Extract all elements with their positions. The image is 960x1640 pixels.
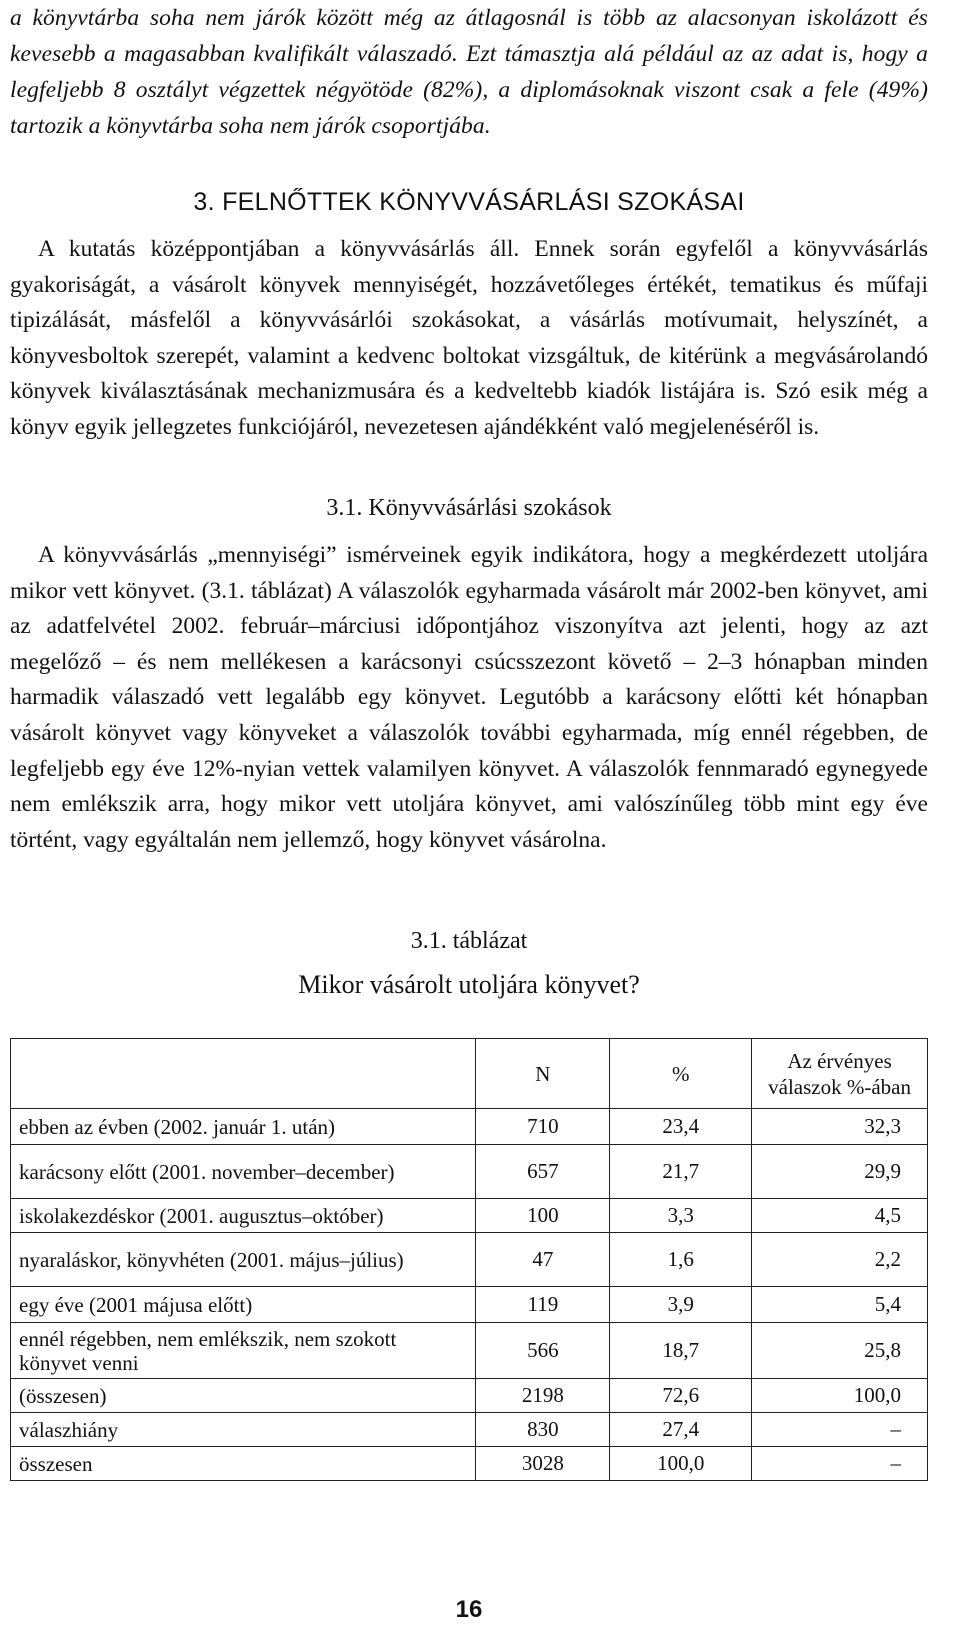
row-label-cell: nyaraláskor, könyvhéten (2001. május–július): [11, 1233, 476, 1287]
table-row: [11, 1323, 928, 1379]
row-n-cell: 47: [476, 1233, 610, 1287]
row-n-cell: 657: [476, 1145, 610, 1199]
row-valid-pct-cell: 2,2: [752, 1233, 928, 1287]
row-label-cell: iskolakezdéskor (2001. augusztus–október): [11, 1199, 476, 1233]
row-pct-cell: 100,0: [610, 1447, 752, 1481]
table-title: Mikor vásárolt utoljára könyvet?: [298, 970, 640, 999]
table-row: [11, 1287, 928, 1323]
row-label-cell: válaszhiány: [11, 1413, 476, 1447]
section-heading: 3. FELNŐTTEK KÖNYVVÁSÁRLÁSI SZOKÁSAI: [193, 188, 745, 216]
table-header-row: [11, 1039, 928, 1109]
row-pct-cell: 23,4: [610, 1109, 752, 1145]
header-valid-pct-line1: Az érvényes: [787, 1048, 892, 1073]
row-pct-cell: 1,6: [610, 1233, 752, 1287]
row-n-cell: 2198: [476, 1379, 610, 1413]
row-label-cell: (összesen): [11, 1379, 476, 1413]
table-row: [11, 1413, 928, 1447]
section-paragraph: A kutatás középpontjában a könyvvásárlás áll. Ennek során egyfelől a könyvvásárlás gyakoriságát, a vásárolt könyvek mennyiségét, hozzávetőleges értékét, tematikus és műfaji tipizálását, másfelől a könyvvásárlói szokásokat, a vásárlás motívumait, helyszínét, a könyvesboltok szerepét, valamint a kedvenc boltokat vizsgáltuk, de kitérünk a megvásárolandó könyvek kiválasztásának mechanizmusára és a kedveltebb kiadók listájára is. Szó esik még a könyv egyik jellegzetes funkciójáról, nevezetesen ajándékként való megjelenéséről is.: [10, 236, 928, 440]
row-label-cell: ebben az évben (2002. január 1. után): [11, 1109, 476, 1145]
table-caption: 3.1. táblázat: [410, 928, 528, 954]
table-row: [11, 1447, 928, 1481]
row-pct-cell: 18,7: [610, 1323, 752, 1379]
row-valid-pct-cell: –: [752, 1413, 928, 1447]
table-row: [11, 1233, 928, 1287]
subsection-paragraph: A könyvvásárlás „mennyiségi” ismérveinek egyik indikátora, hogy a megkérdezett utoljára mikor vett könyvet. (3.1. táblázat) A válaszolók egyharmada vásárolt már 2002-ben könyvet, ami az adatfelvétel 2002. február–márciusi időpontjához viszonyítva azt jelenti, hogy az azt megelőző – és nem mellékesen a karácsonyi csúcsszezont követő – 2–3 hónapban minden harmadik válaszadó vett legalább egy könyvet. Legutóbb a karácsony előtti két hónapban vásárolt könyvet vagy könyveket a válaszolók további egyharmada, míg ennél régebben, de legfeljebb egy éve 12%-nyian vettek valamilyen könyvet. A válaszolók fennmaradó egynegyede nem emlékszik arra, hogy mikor vett utoljára könyvet, ami valószínűleg több mint egy éve történt, vagy egyáltalán nem jellemző, hogy könyvet vásárolna.: [10, 542, 928, 853]
table-row: [11, 1199, 928, 1233]
subsection-heading: 3.1. Könyvvásárlási szokások: [326, 495, 612, 521]
row-valid-pct-cell: 32,3: [752, 1109, 928, 1145]
header-n-cell: N: [476, 1039, 610, 1109]
intro-paragraph: a könyvtárba soha nem járók között még az átlagosnál is több az alacsonyan iskolázott és kevesebb a magasabban kvalifikált válaszadó. Ezt támasztja alá például az az adat is, hogy a legfeljebb 8 osztályt végzettek négyötöde (82%), a diplomásoknak viszont csak a fele (49%) tartozik a könyvtárba soha nem járók csoportjába.: [10, 5, 928, 139]
table-row: [11, 1379, 928, 1413]
row-label-cell: karácsony előtt (2001. november–december): [11, 1145, 476, 1199]
header-pct-cell: %: [610, 1039, 752, 1109]
row-label-cell: összesen: [11, 1447, 476, 1481]
row-n-cell: 566: [476, 1323, 610, 1379]
row-pct-cell: 21,7: [610, 1145, 752, 1199]
row-pct-cell: 72,6: [610, 1379, 752, 1413]
header-valid-pct-cell: [752, 1039, 928, 1109]
row-pct-cell: 3,9: [610, 1287, 752, 1323]
row-valid-pct-cell: 29,9: [752, 1145, 928, 1199]
row-n-cell: 830: [476, 1413, 610, 1447]
row-n-cell: 3028: [476, 1447, 610, 1481]
row-valid-pct-cell: 25,8: [752, 1323, 928, 1379]
data-table: [10, 1038, 928, 1481]
table-row: [11, 1145, 928, 1199]
row-pct-cell: 27,4: [610, 1413, 752, 1447]
row-n-cell: 100: [476, 1199, 610, 1233]
row-label-cell: ennél régebben, nem emlékszik, nem szokott könyvet venni: [11, 1323, 476, 1379]
header-label-cell: [11, 1039, 476, 1109]
row-valid-pct-cell: 100,0: [752, 1379, 928, 1413]
row-pct-cell: 3,3: [610, 1199, 752, 1233]
row-label-cell: egy éve (2001 májusa előtt): [11, 1287, 476, 1323]
row-valid-pct-cell: –: [752, 1447, 928, 1481]
row-valid-pct-cell: 4,5: [752, 1199, 928, 1233]
row-n-cell: 710: [476, 1109, 610, 1145]
table-body: [11, 1109, 928, 1481]
table-row: [11, 1109, 928, 1145]
page-number: 16: [455, 1596, 483, 1623]
row-valid-pct-cell: 5,4: [752, 1287, 928, 1323]
row-n-cell: 119: [476, 1287, 610, 1323]
header-valid-pct-line2: válaszok %-ában: [768, 1074, 911, 1099]
